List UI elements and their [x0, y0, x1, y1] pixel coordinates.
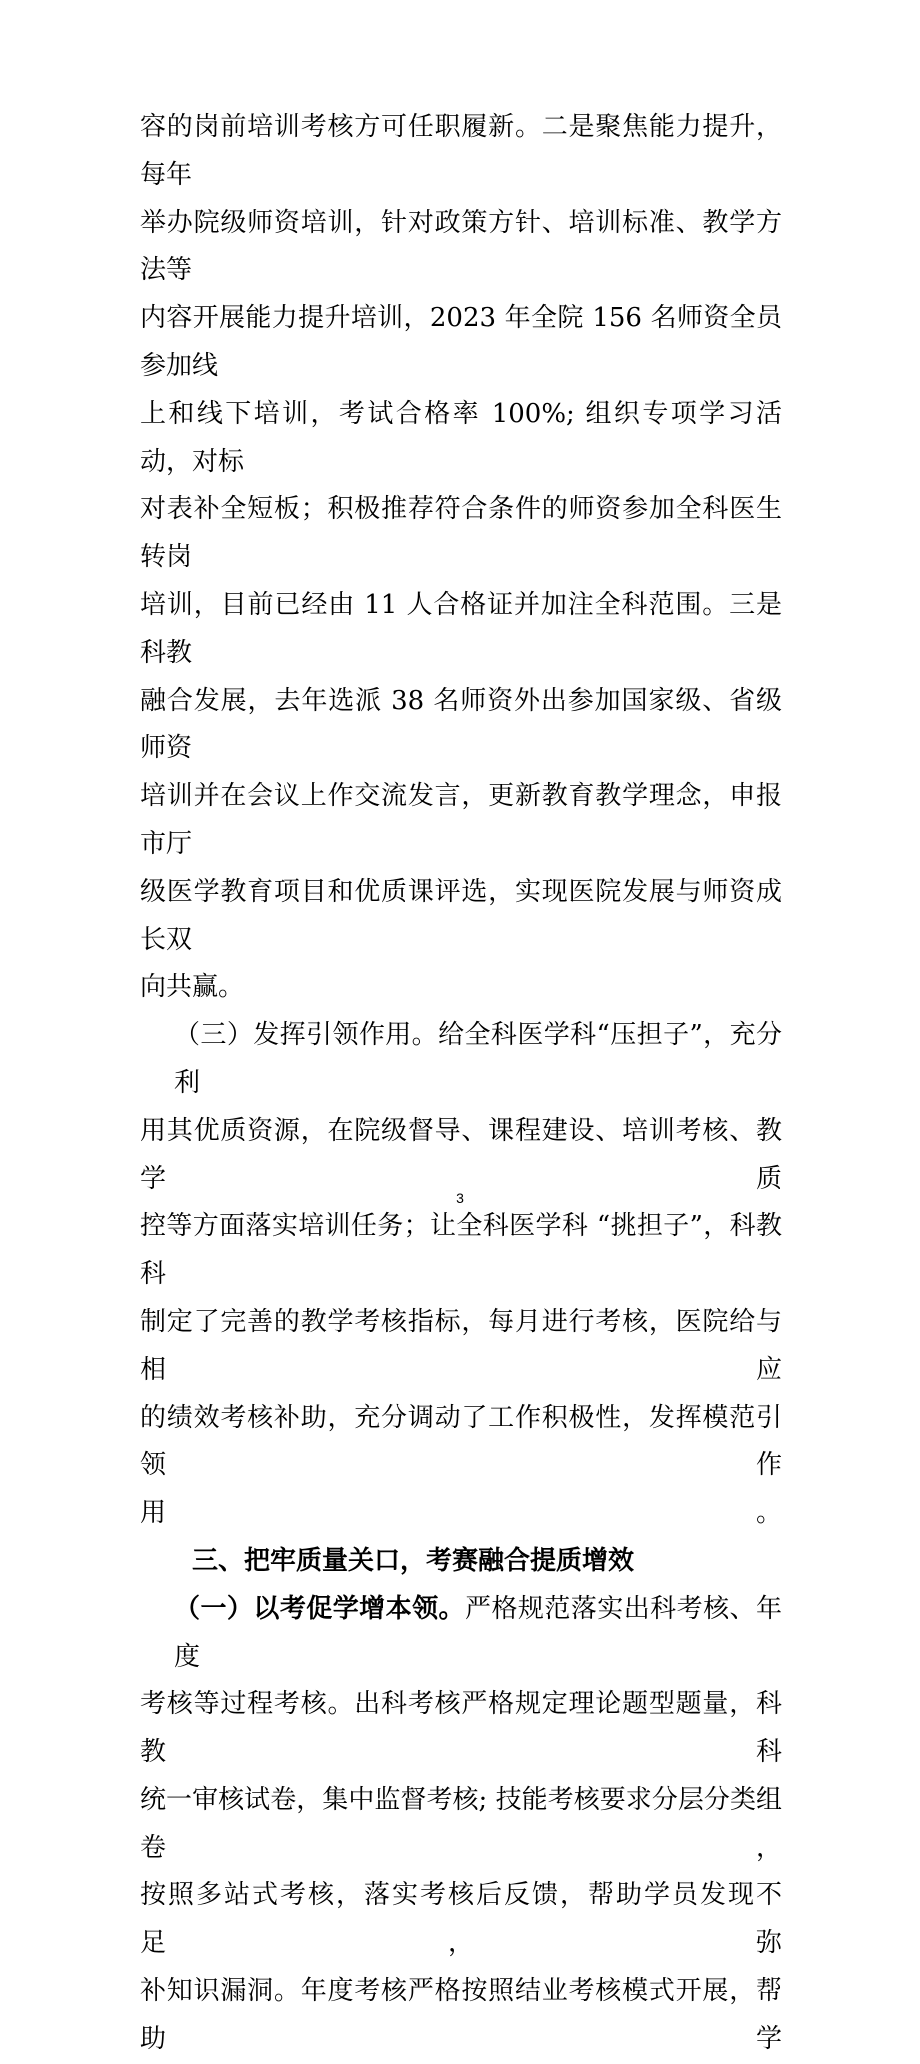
document-body — [140, 104, 782, 2064]
text-line: 培训并在会议上作交流发言，更新教育教学理念，申报市厅 — [140, 781, 782, 859]
text-line: 的绩效考核补助，充分调动了工作积极性，发挥模范引领作 — [140, 1402, 782, 1481]
text-line: 用。 — [140, 1498, 782, 1529]
paragraph-continued — [140, 104, 782, 1012]
subsection-heading: （一）以考促学增本领。 — [174, 1593, 465, 1624]
text-line: 对表补全短板；积极推荐符合条件的师资参加全科医生转岗 — [140, 494, 782, 573]
page-number: 3 — [456, 1190, 464, 1206]
text-line: 控等方面落实培训任务；让全科医学科 “挑担子”，科教科 — [140, 1211, 782, 1290]
text-line: 用其优质资源，在院级督导、课程建设、培训考核、教学质 — [140, 1115, 782, 1194]
text-line: 严格规范落实出科考核、年度 — [174, 1593, 782, 1672]
text-line: 级医学教育项目和优质课评选，实现医院发展与师资成长双 — [140, 876, 782, 955]
text-line: 融合发展，去年选派 38 名师资外出参加国家级、省级师资 — [140, 685, 782, 764]
section-heading: 三、把牢质量关口，考赛融合提质增效 — [192, 1545, 635, 1576]
text-line: 容的岗前培训考核方可任职履新。二是聚焦能力提升，每年 — [140, 112, 782, 190]
text-line: （三）发挥引领作用。给全科医学科“压担子”，充分利 — [174, 1020, 782, 1098]
text-line: 上和线下培训，考试合格率 100%; 组织专项学习活动，对标 — [140, 398, 782, 477]
paragraph-exam — [140, 1586, 782, 2064]
text-line: 培训，目前已经由 11 人合格证并加注全科范围。三是科教 — [140, 589, 782, 668]
text-line: 向共赢。 — [140, 972, 245, 1003]
paragraph-leading-role — [140, 1012, 782, 1538]
text-line: 补知识漏洞。年度考核严格按照结业考核模式开展，帮助学 — [140, 1976, 782, 2054]
text-line: 举办院级师资培训，针对政策方针、培训标准、教学方法等 — [140, 207, 782, 286]
text-line: 按照多站式考核，落实考核后反馈，帮助学员发现不足，弥 — [140, 1880, 782, 1959]
text-line: 考核等过程考核。出科考核严格规定理论题型题量，科教科 — [140, 1689, 782, 1768]
text-line: 内容开展能力提升培训，2023 年全院 156 名师资全员参加线 — [140, 303, 782, 381]
text-line: 统一审核试卷，集中监督考核; 技能考核要求分层分类组卷， — [140, 1784, 782, 1863]
text-line: 制定了完善的教学考核指标，每月进行考核，医院给与相应 — [140, 1306, 782, 1385]
